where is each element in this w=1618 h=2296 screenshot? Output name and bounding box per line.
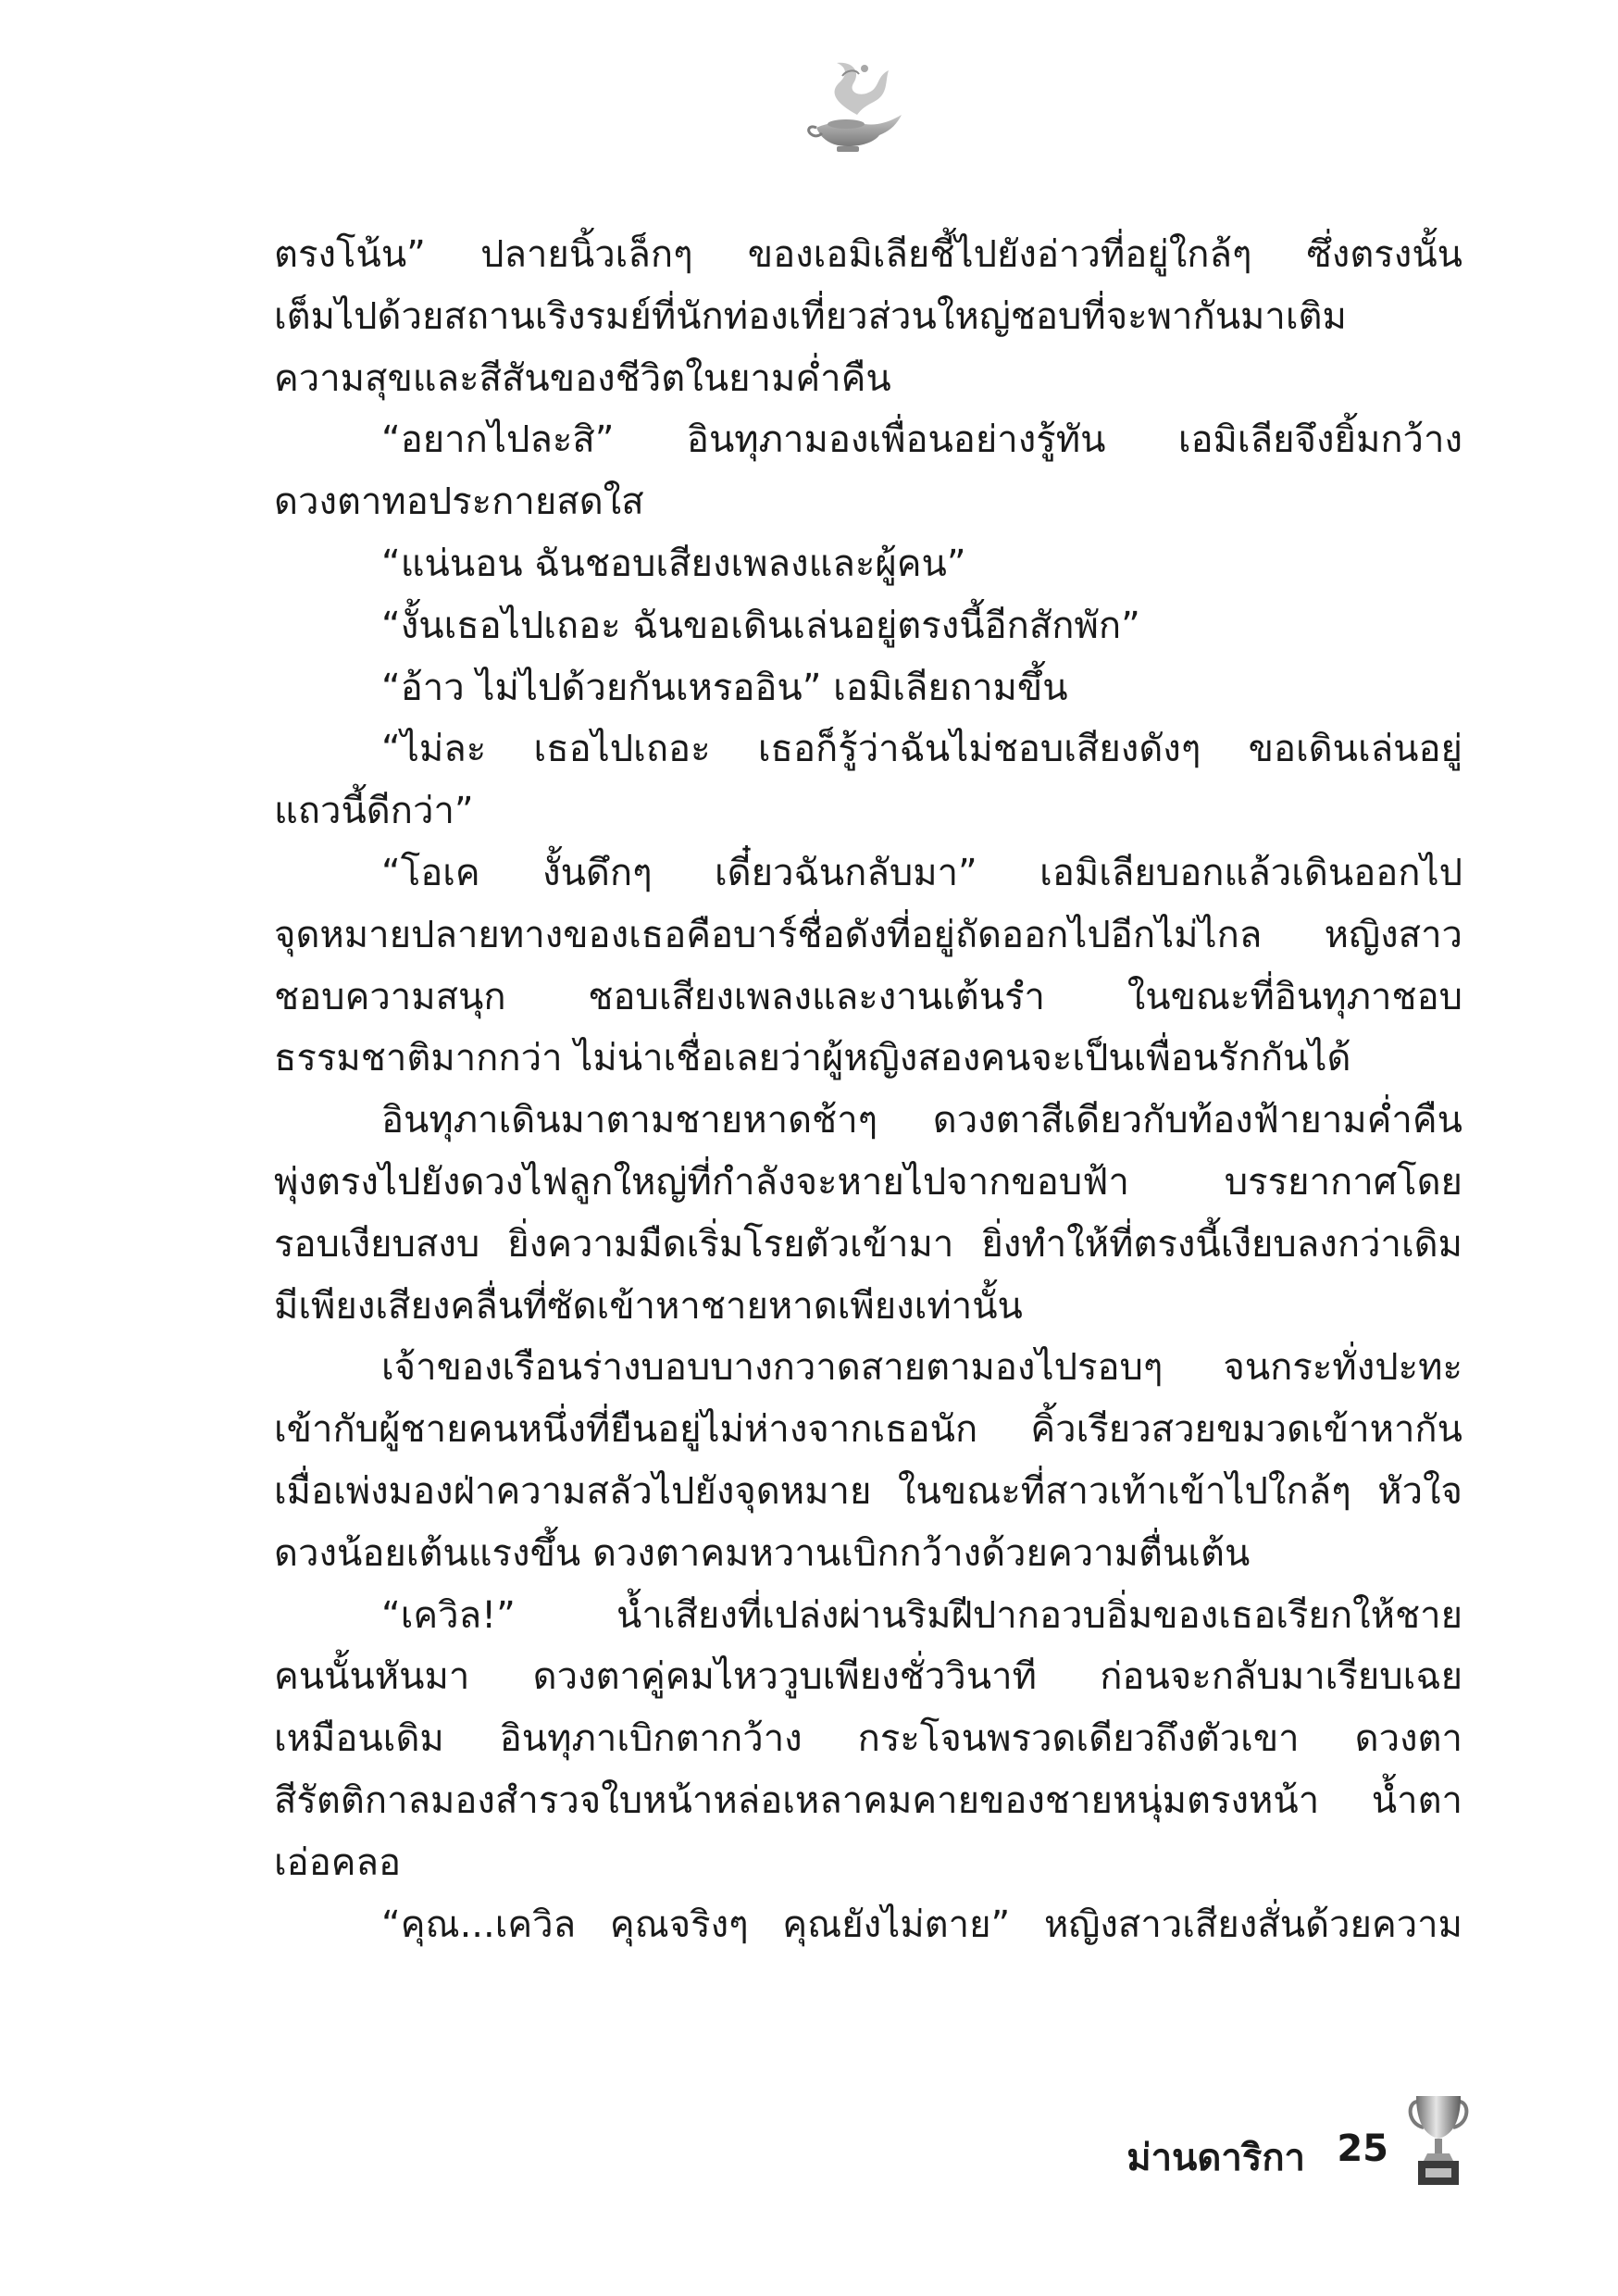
book-title: ม่านดาริกา — [1126, 2137, 1305, 2179]
text-line: “เควิล!” น้ำเสียงที่เปล่งผ่านริมฝีปากอวบอิ่มของเธอเรียกให้ชาย — [381, 1593, 1462, 1637]
text-line: ความสุขและสีสันของชีวิตในยามค่ำคืน — [274, 356, 891, 400]
text-line: เมื่อเพ่งมองฝ่าความสลัวไปยังจุดหมาย ในขณะที่สาวเท้าเข้าไปใกล้ๆ หัวใจ — [274, 1469, 1462, 1513]
text-line: เหมือนเดิม อินทุภาเบิกตากว้าง กระโจนพรวดเดียวถึงตัวเขา ดวงตา — [274, 1717, 1462, 1761]
text-line: “คุณ...เควิล คุณจริงๆ คุณยังไม่ตาย” หญิงสาวเสียงสั่นด้วยความ — [381, 1903, 1462, 1946]
text-line: ดวงตาทอประกายสดใส — [274, 480, 644, 524]
text-line: เจ้าของเรือนร่างบอบบางกวาดสายตามองไปรอบๆ จนกระทั่งปะทะ — [381, 1346, 1462, 1390]
text-line: “อ้าว ไม่ไปด้วยกันเหรออิน” เอมิเลียถามขึ้น — [381, 666, 1068, 709]
text-line: ดวงน้อยเต้นแรงขึ้น ดวงตาคมหวานเบิกกว้างด้วยความตื่นเต้น — [274, 1531, 1251, 1575]
trophy-icon — [1405, 2092, 1472, 2189]
text-line: เอ่อคลอ — [274, 1841, 402, 1884]
text-line: แถวนี้ดีกว่า” — [274, 790, 474, 833]
text-line: “แน่นอน ฉันชอบเสียงเพลงและผู้คน” — [381, 542, 966, 585]
text-line: คนนั้นหันมา ดวงตาคู่คมไหววูบเพียงชั่ววินาที ก่อนจะกลับมาเรียบเฉย — [274, 1655, 1462, 1699]
text-line: พุ่งตรงไปยังดวงไฟลูกใหญ่ที่กำลังจะหายไปจากขอบฟ้า บรรยากาศโดย — [274, 1160, 1462, 1204]
text-line: มีเพียงเสียงคลื่นที่ซัดเข้าหาชายหาดเพียงเท่านั้น — [274, 1284, 1023, 1328]
text-line: “โอเค งั้นดึกๆ เดี๋ยวฉันกลับมา” เอมิเลียบอกแล้วเดินออกไป — [381, 851, 1462, 894]
body-text — [274, 224, 1462, 1955]
text-line: เข้ากับผู้ชายคนหนึ่งที่ยืนอยู่ไม่ห่างจากเธอนัก คิ้วเรียวสวยขมวดเข้าหากัน — [274, 1408, 1462, 1452]
text-line: “งั้นเธอไปเถอะ ฉันขอเดินเล่นอยู่ตรงนี้อีกสักพัก” — [381, 604, 1140, 647]
text-line: เต็มไปด้วยสถานเริงรมย์ที่นักท่องเที่ยวส่วนใหญ่ชอบที่จะพากันมาเติม — [274, 294, 1347, 338]
text-line: ตรงโน้น” ปลายนิ้วเล็กๆ ของเอมิเลียชี้ไปยังอ่าวที่อยู่ใกล้ๆ ซึ่งตรงนั้น — [274, 233, 1462, 276]
text-line: ชอบความสนุก ชอบเสียงเพลงและงานเต้นรำ ในขณะที่อินทุภาชอบ — [274, 975, 1462, 1018]
text-line: “อยากไปละสิ” อินทุภามองเพื่อนอย่างรู้ทัน เอมิเลียจึงยิ้มกว้าง — [381, 418, 1462, 462]
text-line: ธรรมชาติมากกว่า ไม่น่าเชื่อเลยว่าผู้หญิงสองคนจะเป็นเพื่อนรักกันได้ — [274, 1037, 1351, 1080]
text-line: สีรัตติกาลมองสำรวจใบหน้าหล่อเหลาคมคายของชายหนุ่มตรงหน้า น้ำตา — [274, 1778, 1462, 1822]
genie-lamp-icon — [800, 57, 911, 159]
page-number: 25 — [1337, 2128, 1388, 2170]
text-line: รอบเงียบสงบ ยิ่งความมืดเริ่มโรยตัวเข้ามา ยิ่งทำให้ที่ตรงนี้เงียบลงกว่าเดิม — [274, 1222, 1462, 1266]
page-footer — [1064, 2092, 1472, 2194]
text-line: “ไม่ละ เธอไปเถอะ เธอก็รู้ว่าฉันไม่ชอบเสียงดังๆ ขอเดินเล่นอยู่ — [381, 728, 1462, 771]
text-line: จุดหมายปลายทางของเธอคือบาร์ชื่อดังที่อยู่ถัดออกไปอีกไม่ไกล หญิงสาว — [274, 913, 1462, 956]
text-line: อินทุภาเดินมาตามชายหาดช้าๆ ดวงตาสีเดียวกับท้องฟ้ายามค่ำคืน — [381, 1099, 1462, 1142]
